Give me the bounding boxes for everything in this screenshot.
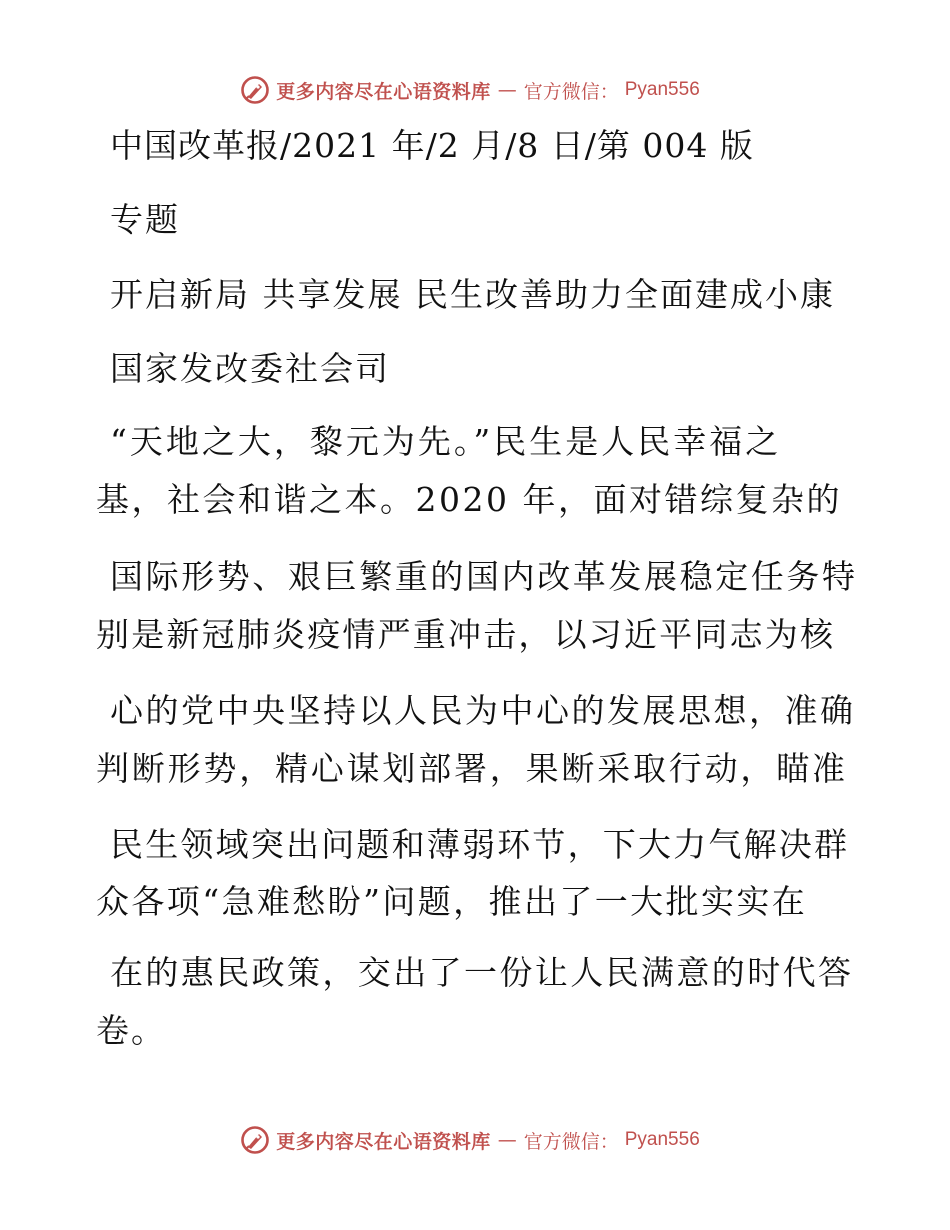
body-line: 判断形势，精心谋划部署，果断采取行动，瞄准 <box>96 749 848 788</box>
body-line: 别是新冠肺炎疫情严重冲击，以习近平同志为核 <box>96 615 836 654</box>
body-line: 民生领域突出问题和薄弱环节，下大力气解决群 <box>110 825 850 864</box>
watermark-content <box>240 1125 700 1155</box>
body-line: 众各项“急难愁盼”问题，推出了一大批实实在 <box>96 882 808 921</box>
pen-nib-logo-icon <box>240 1125 270 1155</box>
newspaper-source-line: 中国改革报/2021 年/2 月/8 日/第 004 版 <box>110 126 754 165</box>
body-line: 在的惠民政策，交出了一份让人民满意的时代答 <box>110 953 854 992</box>
article-title: 开启新局 共享发展 民生改善助力全面建成小康 <box>110 275 835 314</box>
body-line: 心的党中央坚持以人民为中心的发展思想，准确 <box>110 691 856 730</box>
body-line: “天地之大，黎元为先。”民生是人民幸福之 <box>110 422 782 461</box>
header-watermark-banner <box>0 70 950 110</box>
watermark-dash: — <box>497 79 517 101</box>
watermark-promo-text: 更多内容尽在心语资料库 <box>276 1130 491 1153</box>
column-label: 专题 <box>110 200 180 239</box>
watermark-content <box>240 75 700 105</box>
watermark-wechat-handle: Pyan556 <box>624 79 700 100</box>
body-line: 国际形势、艰巨繁重的国内改革发展稳定任务特 <box>110 557 858 596</box>
article-author: 国家发改委社会司 <box>110 349 390 388</box>
watermark-wechat-label: 官方微信： <box>523 1130 619 1153</box>
watermark-wechat-label: 官方微信： <box>523 80 619 103</box>
watermark-dash: — <box>497 1129 517 1151</box>
watermark-wechat-handle: Pyan556 <box>624 1129 700 1150</box>
footer-watermark-banner <box>0 1120 950 1160</box>
pen-nib-logo-icon <box>240 75 270 105</box>
watermark-promo-text: 更多内容尽在心语资料库 <box>276 80 491 103</box>
body-line: 基，社会和谐之本。2020 年，面对错综复杂的 <box>96 480 842 519</box>
body-line: 卷。 <box>96 1011 166 1050</box>
